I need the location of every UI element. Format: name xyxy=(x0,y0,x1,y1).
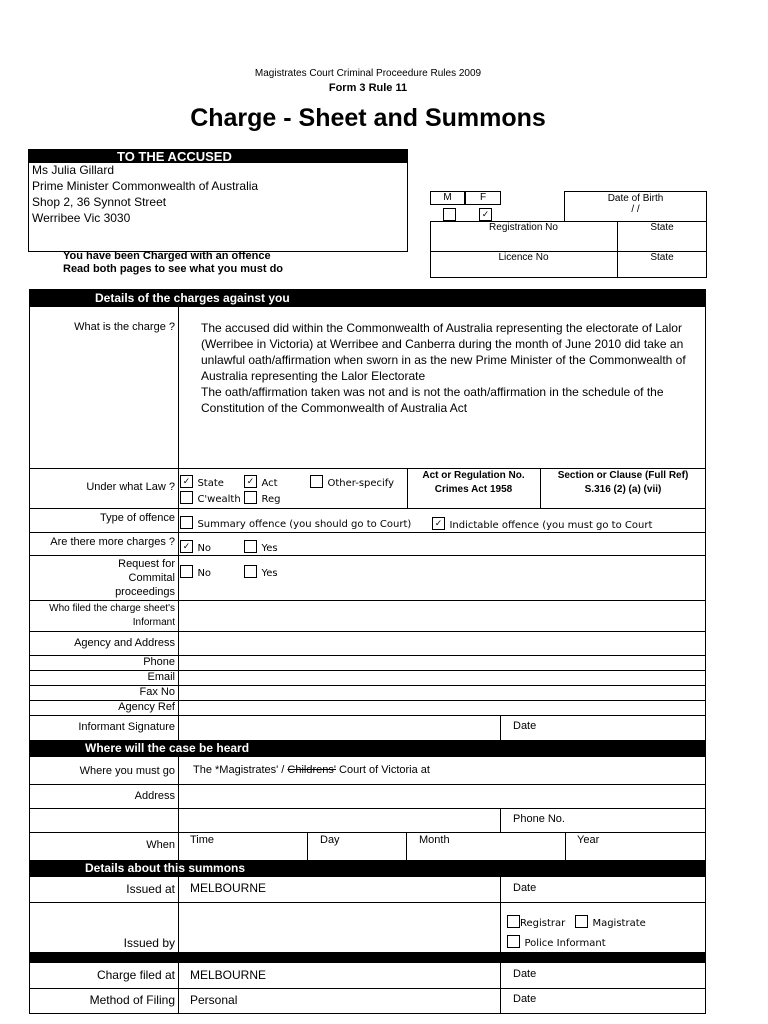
female-checkbox[interactable]: ✓ xyxy=(479,206,492,224)
indictable-offence-checkbox[interactable]: ✓ Indictable offence (you must go to Court xyxy=(432,515,652,533)
registrar-checkbox[interactable]: Registrar xyxy=(507,913,565,931)
section-cell xyxy=(540,469,706,497)
section-value[interactable]: S.316 (2) (a) (vii) xyxy=(584,484,662,495)
section-header: Section or Clause (Full Ref) xyxy=(557,470,689,481)
issued-by-label: Issued by xyxy=(123,936,175,950)
dob-label: Date of Birth xyxy=(607,193,664,204)
dob-box xyxy=(564,191,707,222)
licence-state-label: State xyxy=(650,252,674,263)
accused-box xyxy=(28,149,408,252)
charge-filed-value[interactable]: MELBOURNE xyxy=(190,968,267,982)
where-label: Where you must go xyxy=(79,765,175,777)
accused-name: Ms Julia Gillard xyxy=(32,163,115,177)
law-cwealth-checkbox[interactable]: C'wealth xyxy=(180,489,241,507)
issued-at-label: Issued at xyxy=(126,882,175,896)
section-separator xyxy=(29,952,706,963)
more-charges-no-checkbox[interactable]: ✓ No xyxy=(180,538,211,556)
summary-offence-checkbox[interactable]: Summary offence (you should go to Court) xyxy=(180,514,411,532)
year-label: Year xyxy=(577,834,600,846)
filing-method-value[interactable]: Personal xyxy=(190,993,238,1007)
document-title: Charge - Sheet and Summons xyxy=(190,104,546,132)
summons-section-bar: Details about this summons xyxy=(29,860,706,877)
court-phone-label: Phone No. xyxy=(513,813,565,825)
issued-date-label: Date xyxy=(513,882,537,894)
act-value[interactable]: Crimes Act 1958 xyxy=(434,484,513,495)
filed-date-label: Date xyxy=(513,968,537,980)
when-label: When xyxy=(146,839,175,851)
fax-label: Fax No xyxy=(139,686,175,698)
accused-suburb: Werribee Vic 3030 xyxy=(32,211,131,225)
charges-section-bar: Details of the charges against you xyxy=(29,289,706,307)
signature-label: Informant Signature xyxy=(78,721,175,733)
court-address-label: Address xyxy=(134,790,175,802)
law-label: Under what Law ? xyxy=(86,481,175,493)
registration-state-label: State xyxy=(650,222,674,233)
commital-no-checkbox[interactable]: No xyxy=(180,563,211,581)
form-number: Form 3 Rule 11 xyxy=(328,82,408,94)
filing-method-label: Method of Filing xyxy=(89,993,175,1007)
offence-type-label: Type of offence xyxy=(99,512,175,524)
registration-label: Registration No xyxy=(489,222,558,233)
male-label-cell: M xyxy=(430,191,465,205)
police-informant-checkbox[interactable]: Police Informant xyxy=(507,933,606,951)
method-date-label: Date xyxy=(513,993,537,1005)
more-charges-label: Are there more charges ? xyxy=(50,536,175,548)
charge-description[interactable]: The accused did within the Commonwealth of Australia representing the electorate of Lalor (Werribee in Victoria) at Werribee and Canberra during the month of June 2010 did take an unlawful oath/affirmation when sworn in as the new Prime Minister of the Commonwealth of Australia representing the Lalor Electorate The oath/affirmation taken was not and is not the oath/affirmation in the schedule of the Constitution of the Commonwealth of Australia Act xyxy=(201,321,686,415)
law-reg-checkbox[interactable]: Reg xyxy=(244,489,280,507)
commital-yes-checkbox[interactable]: Yes xyxy=(244,563,278,581)
hearing-section-bar: Where will the case be heard xyxy=(29,740,706,757)
time-label: Time xyxy=(190,834,215,846)
act-header: Act or Regulation No. xyxy=(422,470,525,481)
dob-value[interactable]: / / xyxy=(631,204,640,215)
form-rules-caption: Magistrates Court Criminal Proceedure Rules 2009 xyxy=(254,68,482,79)
informant-label: Who filed the charge sheet's Informant xyxy=(49,603,175,628)
signature-date-label: Date xyxy=(513,720,537,732)
read-notice: Read both pages to see what you must do xyxy=(63,263,284,275)
commital-label: Request for Commital proceedings xyxy=(115,558,175,598)
agency-address-label: Agency and Address xyxy=(74,637,175,649)
month-label: Month xyxy=(419,834,450,846)
charge-filed-label: Charge filed at xyxy=(96,968,175,982)
charge-label: What is the charge ? xyxy=(74,321,175,333)
accused-street: Shop 2, 36 Synnot Street xyxy=(32,195,167,209)
accused-heading: TO THE ACCUSED xyxy=(29,150,407,163)
law-state-checkbox[interactable]: ✓ State xyxy=(180,473,224,491)
day-label: Day xyxy=(320,834,340,846)
issued-at-value[interactable]: MELBOURNE xyxy=(190,881,267,895)
accused-title: Prime Minister Commonwealth of Australia xyxy=(32,179,259,193)
email-label: Email xyxy=(147,671,175,683)
law-other-checkbox[interactable]: Other-specify xyxy=(310,473,394,491)
magistrate-checkbox[interactable]: Magistrate xyxy=(575,913,646,931)
more-charges-yes-checkbox[interactable]: Yes xyxy=(244,538,278,556)
court-text[interactable]: The *Magistrates' / Childrens' Court of Victoria at xyxy=(193,764,430,776)
agency-ref-label: Agency Ref xyxy=(118,701,175,713)
female-label-cell: F xyxy=(465,191,501,205)
act-regulation-cell xyxy=(407,469,540,497)
phone-label: Phone xyxy=(143,656,175,668)
charged-notice: You have been Charged with an offence xyxy=(63,250,271,262)
law-act-checkbox[interactable]: ✓ Act xyxy=(244,473,278,491)
licence-label: Licence No xyxy=(498,252,549,263)
